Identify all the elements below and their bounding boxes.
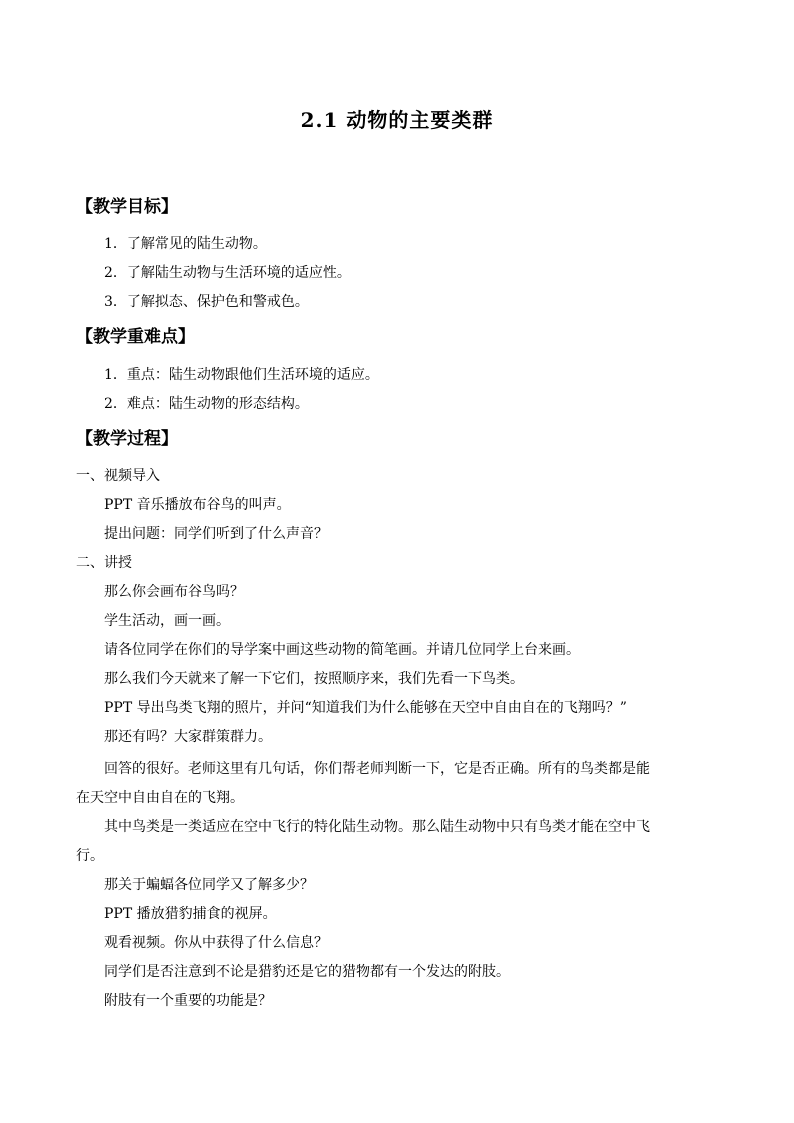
part2-after-line-1: 那关于蝙蝠各位同学又了解多少？ bbox=[104, 877, 314, 893]
key-point-1: 1．重点：陆生动物跟他们生活环境的适应。 bbox=[104, 367, 379, 383]
part2-label: 二、讲授 bbox=[76, 555, 132, 571]
part2-line-1: 那么你会画布谷鸟吗？ bbox=[104, 584, 244, 600]
part2-line-6: 那还有吗？大家群策群力。 bbox=[104, 729, 272, 745]
goal-item-1: 1．了解常见的陆生动物。 bbox=[104, 236, 267, 252]
heading-goals: 【教学目标】 bbox=[76, 197, 178, 217]
part2-after-line-5: 附肢有一个重要的功能是？ bbox=[104, 993, 272, 1009]
goal-item-3: 3．了解拟态、保护色和警戒色。 bbox=[104, 294, 309, 310]
part2-after-line-2: PPT 播放猎豹捕食的视屏。 bbox=[104, 906, 277, 922]
paragraph-1-line-b: 在天空中自由自在的飞翔。 bbox=[76, 790, 244, 806]
part2-line-2: 学生活动，画一画。 bbox=[104, 613, 230, 629]
part2-after-line-3: 观看视频。你从中获得了什么信息？ bbox=[104, 935, 328, 951]
part2-after-line-4: 同学们是否注意到不论是猎豹还是它的猎物都有一个发达的附肢。 bbox=[104, 964, 510, 980]
heading-key-points: 【教学重难点】 bbox=[76, 327, 195, 347]
part2-line-3: 请各位同学在你们的导学案中画这些动物的简笔画。并请几位同学上台来画。 bbox=[104, 642, 580, 658]
part1-line-1: PPT 音乐播放布谷鸟的叫声。 bbox=[104, 497, 291, 513]
part1-label: 一、视频导入 bbox=[76, 468, 160, 484]
paragraph-2-line-a: 其中鸟类是一类适应在空中飞行的特化陆生动物。那么陆生动物中只有鸟类才能在空中飞 bbox=[104, 819, 650, 835]
document-title: 2.1 动物的主要类群 bbox=[300, 108, 494, 132]
part2-line-5: PPT 导出鸟类飞翔的照片，并问“知道我们为什么能够在天空中自由自在的飞翔吗？” bbox=[104, 700, 627, 716]
paragraph-2-line-b: 行。 bbox=[76, 848, 104, 864]
goal-item-2: 2．了解陆生动物与生活环境的适应性。 bbox=[104, 265, 351, 281]
paragraph-1-line-a: 回答的很好。老师这里有几句话，你们帮老师判断一下，它是否正确。所有的鸟类都是能 bbox=[104, 761, 650, 777]
heading-process: 【教学过程】 bbox=[76, 429, 178, 449]
part2-line-4: 那么我们今天就来了解一下它们，按照顺序来，我们先看一下鸟类。 bbox=[104, 671, 524, 687]
part1-line-2: 提出问题：同学们听到了什么声音？ bbox=[104, 526, 328, 542]
key-point-2: 2．难点：陆生动物的形态结构。 bbox=[104, 396, 309, 412]
